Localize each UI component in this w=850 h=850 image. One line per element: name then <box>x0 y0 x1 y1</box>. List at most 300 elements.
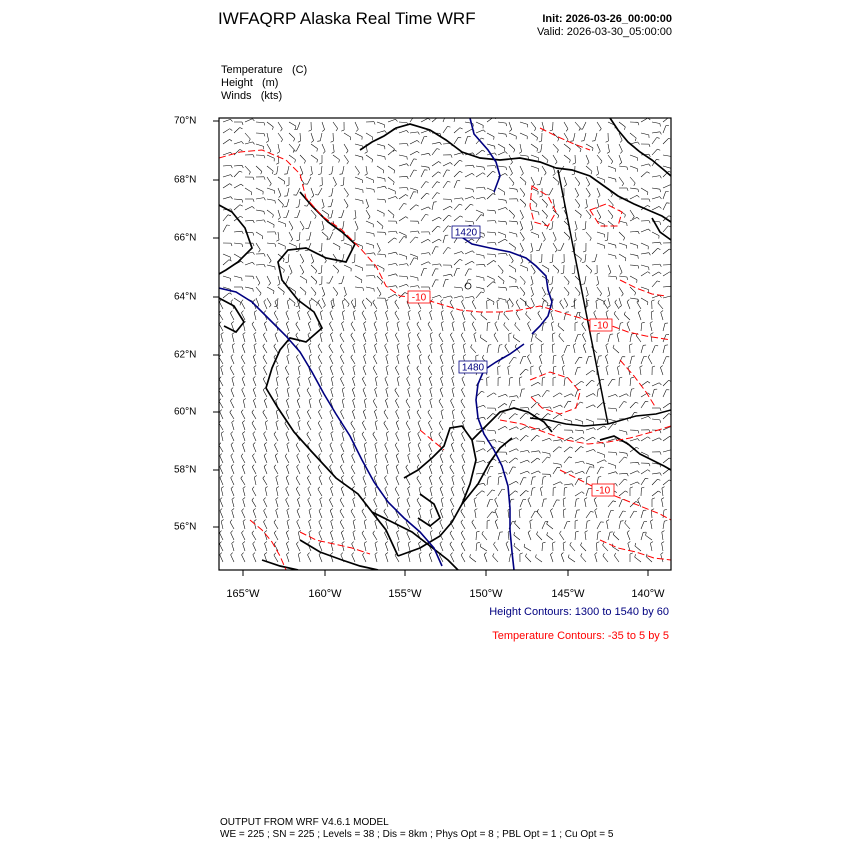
wind-barb <box>506 544 509 551</box>
wind-barb-flag <box>480 335 481 338</box>
wind-barb-flag <box>341 240 344 241</box>
wind-barb-flag <box>614 311 616 314</box>
wind-barb-flag <box>231 300 233 302</box>
wind-barb <box>487 500 490 508</box>
wind-barb-flag <box>494 393 496 395</box>
wind-barb <box>351 302 355 309</box>
wind-barb <box>363 555 367 562</box>
wind-barb-flag <box>585 498 588 500</box>
wind-barb-flag <box>296 344 298 346</box>
wind-barb-flag <box>274 432 276 434</box>
wind-barb-flag <box>658 491 661 493</box>
wind-barb-flag <box>406 465 408 467</box>
lon-tick-label: 165°W <box>226 588 260 600</box>
wind-barb-flag <box>374 276 375 279</box>
wind-barb <box>267 144 271 151</box>
wind-barb-flag <box>352 262 355 263</box>
wind-barb <box>297 390 300 397</box>
wind-barb-flag <box>574 240 577 242</box>
wind-barb-flag <box>564 487 567 488</box>
wind-barb <box>440 357 443 364</box>
wind-barb-flag <box>374 234 375 237</box>
wind-barb <box>341 489 344 497</box>
wind-barb <box>274 346 278 353</box>
wind-barb <box>341 456 344 464</box>
wind-barb <box>586 380 592 386</box>
wind-barb-flag <box>583 431 584 434</box>
wind-barb-flag <box>329 344 331 346</box>
wind-barb-flag <box>506 253 507 256</box>
wind-barb <box>612 547 619 551</box>
wind-barb <box>242 511 245 518</box>
wind-barb-flag <box>397 531 399 533</box>
wind-barb-flag <box>555 162 557 164</box>
wind-barb <box>531 382 538 386</box>
wind-barb-flag <box>649 154 650 157</box>
wind-barb <box>619 177 624 184</box>
wind-barb <box>498 532 500 540</box>
wind-barb-flag <box>637 195 639 197</box>
wind-barb-flag <box>242 553 244 555</box>
wind-barb-flag <box>482 531 484 534</box>
wind-barb-flag <box>375 377 378 379</box>
wind-barb-flag <box>620 140 622 142</box>
wind-barb <box>462 379 465 386</box>
wind-barb <box>297 522 300 529</box>
wind-barb <box>362 379 366 386</box>
wind-barb <box>355 188 363 190</box>
wind-barb-flag <box>611 216 613 219</box>
wind-barb-flag <box>614 491 617 493</box>
wind-barb-flag <box>526 413 529 414</box>
wind-barb-flag <box>316 271 317 274</box>
wind-barb-flag <box>544 294 546 296</box>
wind-barb-flag <box>358 173 360 176</box>
wind-barb <box>531 177 535 184</box>
wind-barb <box>220 555 223 562</box>
wind-barb-flag <box>482 391 485 392</box>
wind-barb-flag <box>582 322 584 324</box>
wind-barb <box>363 390 366 397</box>
wind-barb-flag <box>330 454 332 456</box>
wind-barb <box>386 356 388 364</box>
wind-barb <box>252 456 256 463</box>
wind-barb-flag <box>458 137 461 138</box>
wind-barb <box>641 345 643 353</box>
wind-barb <box>661 312 663 320</box>
wind-barb <box>267 133 269 141</box>
wind-barb <box>652 176 660 177</box>
wind-barb-flag <box>552 344 555 345</box>
wind-barb <box>450 533 454 540</box>
wind-barb <box>374 500 377 507</box>
wind-barb-flag <box>264 264 265 267</box>
wind-barb-flag <box>253 542 255 544</box>
wind-barb <box>330 412 333 419</box>
wind-barb <box>497 301 498 309</box>
wind-barb-flag <box>407 144 408 147</box>
wind-barb <box>542 391 547 398</box>
wind-barb <box>264 401 267 409</box>
wind-barb-flag <box>475 509 478 511</box>
wind-barb <box>385 544 388 552</box>
wind-barb <box>641 265 649 267</box>
wind-barb-flag <box>407 176 408 179</box>
wind-barb <box>254 312 256 320</box>
wind-barb-flag <box>506 207 508 209</box>
wind-barb <box>245 166 250 172</box>
wind-barb <box>331 210 333 218</box>
wind-barb <box>342 389 344 397</box>
wind-barb <box>595 554 597 562</box>
wind-barb <box>651 334 652 342</box>
wind-barb <box>256 188 263 192</box>
wind-barb-flag <box>253 252 255 255</box>
wind-barb-flag <box>378 250 380 252</box>
wind-barb-flag <box>309 399 312 401</box>
wind-barb <box>454 198 462 199</box>
wind-barb <box>487 298 494 302</box>
wind-barb-flag <box>539 262 542 263</box>
wind-barb-flag <box>284 181 285 184</box>
wind-barb-flag <box>461 410 463 412</box>
wind-barb-flag <box>511 173 513 175</box>
wind-barb <box>608 144 610 152</box>
wind-barb <box>462 456 465 463</box>
wind-barb-flag <box>264 509 266 511</box>
wind-barb <box>461 335 465 342</box>
wind-barb-flag <box>309 130 312 131</box>
wind-barb <box>418 445 421 452</box>
wind-barb-flag <box>660 408 661 411</box>
wind-barb-flag <box>319 366 321 368</box>
wind-barb-flag <box>528 156 529 159</box>
wind-barb <box>441 323 443 331</box>
wind-barb-flag <box>379 294 381 296</box>
wind-barb-flag <box>386 322 389 324</box>
wind-barb-flag <box>548 280 549 283</box>
wind-barb <box>465 188 473 189</box>
wind-barb <box>494 335 498 342</box>
wind-barb-flag <box>648 381 651 383</box>
wind-barb <box>561 555 564 563</box>
wind-barb <box>254 367 256 375</box>
wind-barb <box>619 155 622 163</box>
wind-barb <box>652 473 660 474</box>
wind-barb <box>440 489 443 497</box>
wind-barb-flag <box>220 553 222 555</box>
wind-barb-flag <box>317 303 318 306</box>
wind-barb-flag <box>595 553 597 555</box>
wind-barb-flag <box>597 333 600 334</box>
wind-barb-flag <box>296 333 298 335</box>
wind-barb <box>441 411 443 419</box>
wind-barb-flag <box>341 476 343 478</box>
wind-barb-flag <box>265 487 267 489</box>
wind-barb <box>377 166 384 170</box>
wind-barb-flag <box>371 303 372 306</box>
wind-barb-flag <box>259 250 261 252</box>
wind-barb <box>597 177 605 180</box>
wind-barb-flag <box>341 553 343 555</box>
wind-barb-flag <box>396 476 398 478</box>
wind-barb-flag <box>276 476 278 478</box>
wind-barb <box>586 488 589 496</box>
wind-barb-flag <box>487 520 490 521</box>
wind-barb-flag <box>319 454 321 456</box>
wind-barb <box>264 511 267 518</box>
wind-barb-flag <box>263 355 265 357</box>
wind-barb <box>333 155 340 160</box>
wind-barb <box>419 400 422 408</box>
wind-barb <box>630 265 638 266</box>
wind-barb-flag <box>440 264 442 267</box>
wind-barb <box>586 405 593 408</box>
wind-barb-flag <box>648 205 651 207</box>
wind-barb-flag <box>429 443 431 445</box>
wind-barb-flag <box>384 509 386 511</box>
wind-barb-flag <box>274 531 276 533</box>
wind-barb-flag <box>240 302 241 305</box>
wind-barb <box>531 334 533 342</box>
wind-barb-flag <box>320 185 323 186</box>
wind-barb-flag <box>448 248 451 249</box>
wind-barb <box>630 471 637 474</box>
wind-barb-flag <box>263 333 265 335</box>
wind-barb-flag <box>537 435 540 436</box>
wind-barb-flag <box>648 229 650 231</box>
wind-barb <box>432 162 439 167</box>
wind-barb <box>297 467 300 474</box>
wind-barb <box>223 225 227 232</box>
wind-barb <box>267 265 275 267</box>
wind-barb <box>613 535 619 541</box>
wind-barb-flag <box>635 293 636 296</box>
wind-barb <box>432 182 437 188</box>
wind-barb-flag <box>450 300 452 302</box>
wind-barb-flag <box>499 345 502 346</box>
wind-barb <box>441 378 444 386</box>
wind-barb-flag <box>571 394 573 396</box>
wind-barb-flag <box>243 487 245 489</box>
wind-barb <box>575 335 578 343</box>
wind-barb-flag <box>448 181 451 182</box>
wind-barb <box>399 144 407 145</box>
wind-barb-flag <box>263 344 265 346</box>
wind-barb-flag <box>385 232 386 235</box>
wind-barb-flag <box>533 477 536 478</box>
wind-barb-flag <box>319 443 321 445</box>
wind-barb <box>663 155 671 156</box>
wind-barb-flag <box>231 175 233 177</box>
wind-barb-flag <box>375 542 378 544</box>
wind-barb-flag <box>649 221 650 224</box>
wind-barb-flag <box>562 366 565 368</box>
wind-barb <box>331 199 333 207</box>
wind-barb <box>498 239 505 243</box>
wind-barb <box>608 424 613 430</box>
wind-barb <box>552 276 553 284</box>
wind-barb-flag <box>347 162 349 165</box>
wind-barb-flag <box>384 410 386 412</box>
wind-barb-flag <box>319 520 321 522</box>
wind-barb <box>421 193 427 199</box>
wind-barb <box>256 298 259 306</box>
wind-barb <box>443 163 450 167</box>
footer-model: OUTPUT FROM WRF V4.6.1 MODEL <box>220 817 389 828</box>
wind-barb-flag <box>579 128 580 131</box>
wind-barb-flag <box>559 414 562 416</box>
wind-barb <box>630 298 638 299</box>
wind-barb-flag <box>430 531 433 533</box>
wind-barb-flag <box>616 484 618 487</box>
wind-barb <box>619 232 625 238</box>
wind-barb <box>597 232 605 234</box>
wind-barb <box>550 287 553 294</box>
wind-barb <box>630 243 638 246</box>
wind-barb-flag <box>484 233 485 236</box>
wind-barb <box>410 151 417 155</box>
wind-barb <box>307 313 311 320</box>
wind-barb <box>607 521 609 529</box>
wind-barb <box>407 379 410 386</box>
wind-barb <box>487 282 493 287</box>
wind-barb-flag <box>426 182 429 183</box>
wind-barb <box>232 334 234 342</box>
wind-barb-flag <box>487 377 490 378</box>
wind-barb-flag <box>415 116 418 117</box>
wind-barb <box>406 401 410 408</box>
wind-barb-flag <box>264 553 266 555</box>
wind-barb-flag <box>419 553 421 555</box>
wind-barb <box>410 286 418 287</box>
wind-barb-flag <box>220 509 222 511</box>
wind-barb-flag <box>577 195 579 197</box>
wind-barb <box>432 172 438 177</box>
wind-barb-flag <box>593 148 594 151</box>
wind-barb <box>307 412 311 419</box>
wind-barb <box>635 557 641 562</box>
wind-barb-flag <box>484 405 486 407</box>
wind-barb <box>498 276 504 281</box>
wind-barb <box>528 533 531 541</box>
wind-barb <box>454 160 460 166</box>
wind-barb-flag <box>509 333 512 334</box>
wind-barb <box>286 533 289 541</box>
wind-barb-flag <box>341 410 343 412</box>
wind-barb-flag <box>450 454 452 456</box>
wind-barb <box>254 345 256 353</box>
wind-barb <box>575 461 583 463</box>
wind-barb-flag <box>419 509 421 511</box>
wind-barb-flag <box>341 366 343 368</box>
wind-barb-flag <box>578 205 580 208</box>
wind-barb-flag <box>462 288 463 291</box>
wind-barb-flag <box>385 399 387 401</box>
wind-barb-flag <box>295 160 296 163</box>
wind-barb-flag <box>451 296 453 298</box>
wind-barb <box>355 177 362 180</box>
wind-barb-flag <box>351 476 353 478</box>
wind-barb-flag <box>460 128 463 129</box>
wind-barb-flag <box>593 437 595 439</box>
wind-barb-flag <box>608 306 610 308</box>
wind-barb-flag <box>657 138 660 139</box>
wind-barb-flag <box>606 141 609 142</box>
wind-barb <box>531 133 538 138</box>
wind-barb-flag <box>375 421 378 423</box>
wind-barb <box>619 166 627 167</box>
wind-barb <box>432 202 434 210</box>
wind-barb <box>586 419 594 422</box>
wind-barb-flag <box>352 542 354 544</box>
wind-barb <box>439 401 443 408</box>
wind-barb <box>430 301 432 309</box>
wind-barb-flag <box>330 399 332 401</box>
wind-barb-flag <box>287 344 289 346</box>
wind-barb <box>597 188 600 195</box>
wind-barb <box>630 210 634 217</box>
wind-barb-flag <box>407 157 408 160</box>
wind-barb <box>375 466 377 474</box>
wind-barb-flag <box>634 412 637 413</box>
wind-barb-flag <box>254 476 256 478</box>
wind-barb-flag <box>563 542 566 543</box>
wind-barb <box>276 367 278 375</box>
wind-barb-flag <box>437 149 440 150</box>
wind-barb <box>341 368 344 375</box>
wind-barb <box>308 555 312 562</box>
wind-barb <box>377 122 385 125</box>
wind-barb <box>289 144 294 150</box>
wind-barb <box>648 357 652 364</box>
wind-barb <box>407 357 410 365</box>
wind-barb-flag <box>276 322 278 324</box>
wind-barb-flag <box>312 196 314 198</box>
wind-barb <box>298 312 300 320</box>
wind-barb <box>286 379 289 387</box>
wind-barb <box>384 423 388 430</box>
wind-barb <box>396 467 399 475</box>
wind-barb-flag <box>279 195 281 197</box>
wind-barb <box>253 357 256 365</box>
wind-barb <box>407 500 410 507</box>
wind-barb-flag <box>495 166 496 169</box>
wind-barb <box>377 144 385 146</box>
wind-barb-flag <box>242 366 244 368</box>
wind-barb-flag <box>312 262 314 264</box>
wind-barb-flag <box>482 355 484 358</box>
wind-barb-flag <box>327 237 328 240</box>
wind-barb-flag <box>595 509 597 511</box>
wind-barb <box>663 380 669 386</box>
wind-barb-flag <box>569 457 572 458</box>
wind-barb-flag <box>264 432 266 434</box>
wind-barb <box>595 133 597 141</box>
wind-barb-flag <box>493 171 496 172</box>
wind-barb-flag <box>338 271 339 274</box>
wind-barb <box>396 434 399 441</box>
wind-barb <box>439 478 443 485</box>
wind-barb-flag <box>307 454 309 456</box>
wind-barb-flag <box>483 173 485 175</box>
wind-barb-flag <box>558 216 559 219</box>
wind-barb-flag <box>418 221 419 224</box>
wind-barb <box>619 473 627 474</box>
wind-barb <box>330 511 333 519</box>
wind-barb <box>585 499 587 507</box>
wind-barb-flag <box>630 487 633 488</box>
